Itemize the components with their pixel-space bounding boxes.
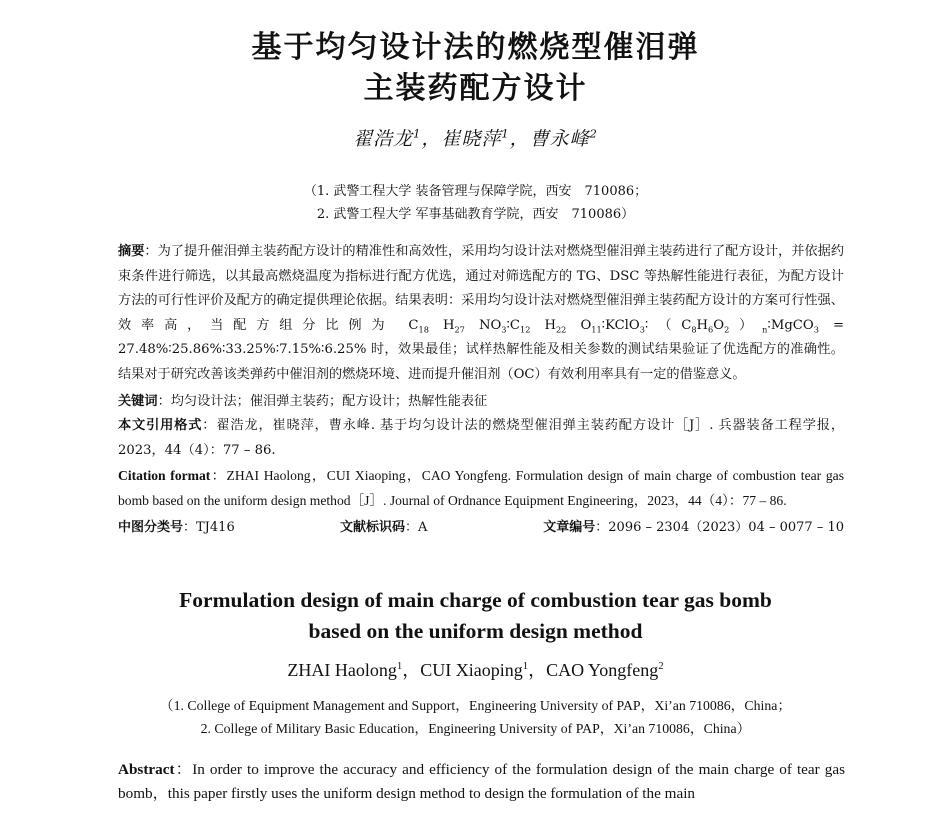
classification-row <box>118 516 844 536</box>
article-number-value: ：2096 – 2304（2023）04 – 0077 – 10 <box>595 520 844 535</box>
chinese-affiliation-2: 2. 武警工程大学 军事基础教育学院，西安 710086） <box>316 207 635 222</box>
formula-subscript: 12 <box>520 324 531 335</box>
affiliation-marker: 1 <box>396 660 403 672</box>
english-authors <box>0 656 951 682</box>
affiliation-marker: 1 <box>413 126 422 141</box>
keywords-label: 关键词 <box>118 394 158 409</box>
keywords-text: ：均匀设计法；催泪弹主装药；配方设计；热解性能表征 <box>157 394 488 409</box>
chinese-title-line-2: 主装药配方设计 <box>363 71 588 106</box>
document-code-value: ：A <box>405 520 428 535</box>
affiliation-marker: 1 <box>522 660 529 672</box>
document-code-label: 文献标识码 <box>340 520 406 535</box>
formula-subscript: 18 <box>418 324 429 335</box>
english-citation <box>118 464 844 513</box>
formula-subscript: 6 <box>708 324 714 335</box>
formula-part: KClO <box>605 317 640 333</box>
affiliation-marker: 1 <box>501 126 510 141</box>
english-abstract <box>118 758 845 815</box>
abstract-label: 摘要 <box>118 244 145 259</box>
citation-format-label: Citation format <box>118 468 211 483</box>
chinese-keywords <box>118 390 844 415</box>
formula-part: O <box>713 317 725 333</box>
abstract-text-continued: 27.48%∶25.86%∶33.25%∶7.15%∶6.25% 时，效果最佳；试样热解性能及相关参数的测试结果验证了优选配方的准确性。结果对于研究改善该类弹药中催泪剂的燃烧环境、进而提升催泪剂（OC）有效利用率具有一定的借鉴意义。 <box>118 342 844 382</box>
english-title-line-2: based on the uniform design method <box>308 619 643 643</box>
chinese-citation <box>118 414 844 463</box>
formula-subscript: 22 <box>555 324 567 335</box>
author-name: CUI Xiaoping <box>420 660 523 680</box>
author-name: 崔晓萍 <box>441 128 502 150</box>
english-title-line-1: Formulation design of main charge of combustion tear gas bomb <box>179 588 772 612</box>
formula-subscript: n <box>762 324 768 335</box>
clc-number <box>118 516 235 535</box>
abstract-label: Abstract <box>118 761 175 778</box>
author-separator: ， <box>402 660 421 680</box>
article-number <box>543 516 844 535</box>
formula-subscript: 27 <box>454 324 465 335</box>
author-name: ZHAI Haolong <box>287 660 397 680</box>
author-separator: ， <box>509 128 530 150</box>
abstract-text: ：为了提升催泪弹主装药配方设计的精准性和高效性，采用均匀设计法对燃烧型催泪弹主装药进行了配方设计，并依据约束条件进行筛选，以其最高燃烧温度为指标进行配方优选，通过对筛选配方的 TG、DSC 等热解性能进行表征，为配方设计方法的可行性评价及配方的确定提供理论依据。结果表明：采用均匀设计法对燃烧型催泪弹主装药配方设计的方案可行性强、效率高，当配方组分比例为 C <box>118 244 845 333</box>
formula-subscript: 3 <box>639 324 645 335</box>
clc-value: ：TJ416 <box>183 520 235 535</box>
author-name: 曹永峰 <box>529 128 590 150</box>
author-name: CAO Yongfeng <box>546 660 659 680</box>
formula-part: MgCO <box>770 317 814 333</box>
citation-text: ：翟浩龙，崔晓萍，曹永峰. 基于均匀设计法的燃烧型催泪弹主装药配方设计［J］. 兵器装备工程学报，2023，44（4）：77 – 86. <box>118 418 845 458</box>
formula-subscript: 3 <box>813 324 819 335</box>
affiliation-marker: 2 <box>589 126 598 141</box>
chinese-affiliation-1: （1. 武警工程大学 装备管理与保障学院，西安 710086； <box>303 184 648 199</box>
author-separator: ， <box>421 128 442 150</box>
formula-subscript: 2 <box>724 324 730 335</box>
formula-subscript: 8 <box>691 324 697 335</box>
chinese-title-line-1: 基于均匀设计法的燃烧型催泪弹 <box>251 30 700 65</box>
english-affiliation-2: 2. College of Military Basic Education，Engineering University of PAP，Xi’an 710086，China） <box>200 721 751 736</box>
affiliation-marker: 2 <box>658 660 664 672</box>
formula-part: NO <box>478 317 502 333</box>
author-name: 翟浩龙 <box>353 128 414 150</box>
english-affiliation-1: （1. College of Equipment Management and Support，Engineering University of PAP，Xi’an 710086，China； <box>159 698 792 713</box>
clc-label: 中图分类号 <box>118 520 184 535</box>
document-code <box>340 516 427 535</box>
formula-subscript: 11 <box>591 324 602 335</box>
formula-part: O <box>580 317 592 333</box>
abstract-text: ：In order to improve the accuracy and efficiency of the formulation design of the main charge of tear gas bomb，this paper firstly uses the uniform design method to design the formulation of the main <box>118 761 845 802</box>
author-separator: ， <box>528 660 547 680</box>
chinese-authors <box>0 124 951 151</box>
formula-subscript: 3 <box>501 324 507 335</box>
citation-label: 本文引用格式 <box>118 418 203 433</box>
citation-format-text: ：ZHAI Haolong，CUI Xiaoping，CAO Yongfeng. Formulation design of main charge of combustion tear gas bomb based on the uniform design method［J］. Journal of Ordnance Equipment Engineering，2023，44（4）：77 – 86. <box>118 468 845 508</box>
article-number-label: 文章编号 <box>543 520 596 535</box>
chinese-abstract: 摘要：为了提升催泪弹主装药配方设计的精准性和高效性，采用均匀设计法对燃烧型催泪弹主装药进行了配方设计，并依据约束条件进行筛选，以其最高燃烧温度为指标进行配方优选，通过对筛选配方的 TG、DSC 等热解性能进行表征，为配方设计方法的可行性评价及配方的确定提供理论依据。结果表明：采用均匀设计法对燃烧型催泪弹主装药配方设计的方案可行性强、效率高，当配方组分比例为 $C_{18}$ $H_{27}$ $NO_3∶C_{12}$ $H_{22}$ $O_{11}∶KClO_3∶(C_8H_6O_2)_n∶MgCO_3$ = 27.48%∶25.86%∶33.25%∶7.15%∶6.25% 时，效果最佳；试样热解性能及相关参数的测试结果验证了优选配方的准确性。结果对于研究改善该类弹药中催泪剂的燃烧环境、进而提升催泪剂（OC）有效利用率具有一定的借鉴意义。 <box>118 244 845 382</box>
